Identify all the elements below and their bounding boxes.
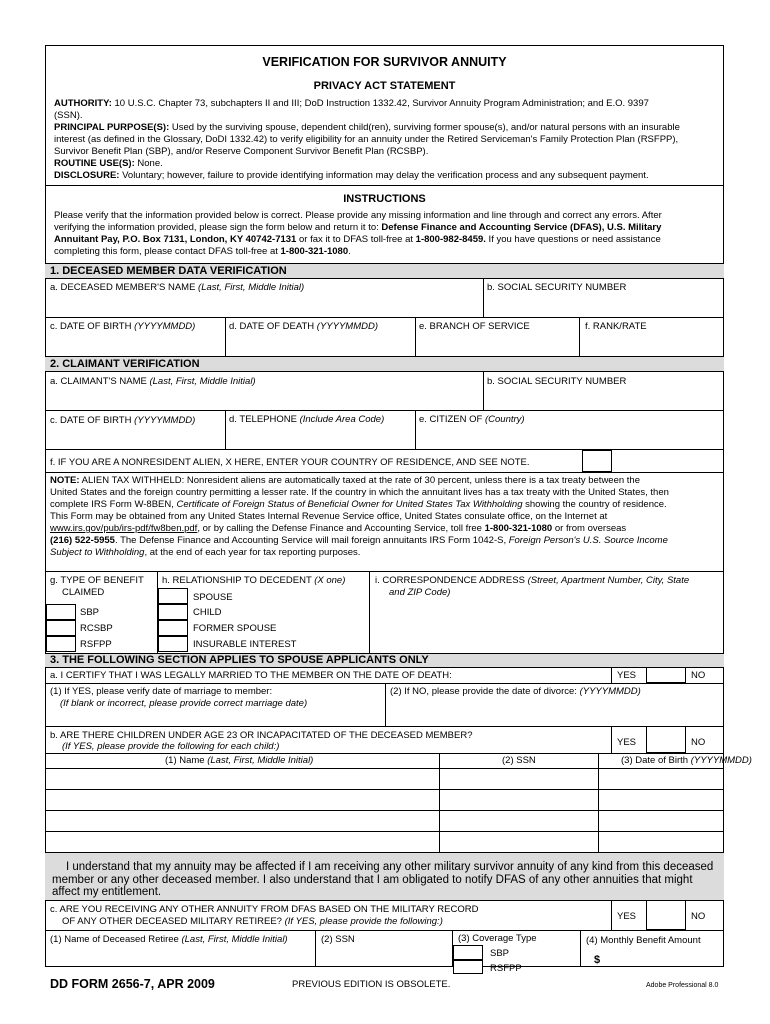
purpose-text: Used by the surviving spouse, dependent child(ren), surviving former spouse(s), and/or natural persons with an insurable [169, 122, 680, 133]
column-hint: (Last, First, Middle Initial) [207, 755, 314, 766]
claimant-dob-field[interactable] [46, 428, 225, 448]
note-line-3 [50, 499, 667, 511]
routine-text: None. [134, 158, 163, 169]
former-spouse-label: FORMER SPOUSE [193, 623, 277, 634]
column-hint: (Last, First, Middle Initial) [181, 934, 288, 945]
retiree-name-column [50, 934, 288, 946]
other-annuity-question: c. ARE YOU RECEIVING ANY OTHER ANNUITY FROM DFAS BASED ON THE MILITARY RECORD [50, 904, 479, 915]
authority-text-2: (SSN). [54, 110, 83, 121]
divider [45, 317, 724, 318]
child-row-1[interactable] [46, 769, 723, 788]
field-label: d. TELEPHONE [229, 414, 300, 425]
children-hint: (If YES, please provide the following for each child:) [62, 741, 280, 752]
spouse-label: SPOUSE [193, 592, 233, 603]
divider [45, 726, 724, 727]
claimant-name-field[interactable] [46, 389, 483, 409]
retiree-ssn-column: (2) SSN [321, 934, 355, 945]
rsfpp-checkbox[interactable] [46, 636, 76, 652]
rcsbp-checkbox[interactable] [46, 620, 76, 636]
overseas-phone: (216) 522-5955 [50, 535, 115, 546]
field-hint: (YYYYMMDD) [316, 321, 379, 332]
children-yes-label: YES [617, 737, 637, 748]
irs-form-link[interactable]: www.irs.gov/pub/irs-pdf/fw8ben.pdf [50, 523, 198, 534]
divider [45, 571, 724, 572]
coverage-rsfpp-checkbox[interactable] [453, 960, 483, 974]
w8ben-form-title: Certificate of Foreign Status of Beneficial Owner for United States Tax Withholding [176, 499, 523, 510]
divider [611, 900, 612, 930]
field-hint: (If YES, please provide the following:) [284, 916, 443, 927]
divider [45, 371, 724, 372]
field-hint: (Include Area Code) [299, 414, 385, 425]
benefit-type-label: g. TYPE OF BENEFIT [50, 575, 144, 586]
column-label: (1) Name of Deceased Retiree [50, 934, 182, 945]
former-spouse-checkbox[interactable] [158, 620, 188, 636]
column-hint: (YYYYMMDD) [690, 755, 752, 766]
correspondence-address-field[interactable] [371, 600, 721, 650]
disclosure-label: DISCLOSURE: [54, 170, 120, 181]
claimant-ssn-label: b. SOCIAL SECURITY NUMBER [487, 376, 627, 387]
deceased-dod-field[interactable] [226, 334, 415, 354]
retiree-name-field[interactable] [46, 947, 315, 965]
divorce-date-field[interactable] [386, 700, 723, 724]
coverage-sbp-label: SBP [490, 948, 510, 959]
column-label: (1) Name [165, 755, 208, 766]
divorce-date-label [390, 686, 641, 698]
divider [45, 753, 724, 754]
field-hint: (Last, First, Middle Initial) [149, 376, 256, 387]
form-1042s-title: Subject to Withholding [50, 547, 145, 558]
child-ssn-column: (2) SSN [502, 755, 536, 766]
note-line-6 [50, 535, 668, 547]
note-line-1 [50, 475, 640, 487]
disclosure-line [54, 170, 649, 182]
rank-field[interactable] [580, 334, 723, 354]
note-text: . The Defense Finance and Accounting Service will mail foreign annuitants IRS Form 1042-S, [114, 535, 509, 546]
instructions-heading: INSTRUCTIONS [343, 193, 426, 205]
instructions-text: verifying the information provided, please sign the form below and return it to: [54, 222, 382, 233]
deceased-dob-field[interactable] [46, 334, 225, 354]
divider [45, 449, 724, 450]
divider [45, 356, 724, 357]
child-row-3[interactable] [46, 811, 723, 830]
rank-label: f. RANK/RATE [585, 321, 647, 332]
field-label: a. DECEASED MEMBER'S NAME [50, 282, 199, 293]
divider [45, 185, 724, 186]
instructions-line-1: Please verify that the information provided below is correct. Please provide any missing information and line through and correct any errors. After [54, 210, 662, 221]
coverage-sbp-checkbox[interactable] [453, 945, 483, 960]
divider [45, 410, 724, 411]
instructions-text: or fax it to DFAS toll-free at [296, 234, 416, 245]
deceased-dod-label [229, 321, 378, 333]
divider [45, 278, 724, 279]
routine-line [54, 158, 163, 170]
nonresident-alien-checkbox[interactable] [582, 450, 612, 472]
note-label: NOTE: [50, 475, 80, 486]
dfas-name: Defense Finance and Accounting Service (DFAS), U.S. Military [381, 222, 662, 233]
privacy-heading: PRIVACY ACT STATEMENT [313, 80, 456, 92]
marriage-date-hint: (If blank or incorrect, please provide correct marriage date) [60, 698, 308, 709]
telephone-field[interactable] [226, 428, 415, 448]
purpose-text-3: Survivor Benefit Plan (SBP), and/or Reserve Component Survivor Benefit Plan (RCSBP). [54, 146, 429, 157]
field-label: c. DATE OF BIRTH [50, 415, 135, 426]
form-title: VERIFICATION FOR SURVIVOR ANNUITY [262, 55, 507, 69]
software-note: Adobe Professional 8.0 [646, 982, 719, 989]
coverage-rsfpp-label: RSFPP [490, 963, 522, 974]
benefit-amount-field[interactable] [604, 950, 722, 966]
field-label: d. DATE OF DEATH [229, 321, 317, 332]
divider [611, 726, 612, 753]
married-yes-checkbox[interactable] [646, 667, 686, 683]
instructions-text: . [348, 246, 351, 257]
instructions-line-4 [54, 246, 351, 258]
correspondence-label [375, 575, 689, 587]
deceased-ssn-label: b. SOCIAL SECURITY NUMBER [487, 282, 627, 293]
claimant-dob-label [50, 415, 195, 427]
section-2-title: 2. CLAIMANT VERIFICATION [50, 358, 200, 370]
field-hint: (Street, Apartment Number, City, State [527, 575, 690, 586]
phone-number: 1-800-321-1080 [484, 523, 553, 534]
child-row-2[interactable] [46, 790, 723, 809]
instructions-text: completing this form, please contact DFAS toll-free at [54, 246, 281, 257]
form-id: DD FORM 2656-7, APR 2009 [50, 977, 215, 991]
field-hint: (Last, First, Middle Initial) [198, 282, 305, 293]
marriage-date-label: (1) If YES, please verify date of marriage to member: [50, 686, 273, 697]
instructions-text: If you have questions or need assistance [485, 234, 661, 245]
authority-label: AUTHORITY: [54, 98, 112, 109]
annuity-statement: I understand that my annuity may be affected if I am receiving any other military survivor annuity of any kind from this deceased member or any other deceased member. I also understand that I am obligated to notify DFAS of any other annuities that might affect my entitlement. [52, 861, 714, 898]
instructions-line-2 [54, 222, 661, 234]
note-text: complete IRS Form W-8BEN, [50, 499, 177, 510]
field-label: a. CLAIMANT'S NAME [50, 376, 150, 387]
field-hint: (Country) [484, 414, 525, 425]
nonresident-alien-label: f. IF YOU ARE A NONRESIDENT ALIEN, X HERE, ENTER YOUR COUNTRY OF RESIDENCE, AND SEE NOTE. [50, 457, 530, 468]
section-3-title: 3. THE FOLLOWING SECTION APPLIES TO SPOUSE APPLICANTS ONLY [50, 654, 429, 666]
column-label: (3) Date of Birth [621, 755, 691, 766]
child-dob-column [621, 755, 752, 767]
insurable-interest-checkbox[interactable] [158, 636, 188, 652]
field-hint: (YYYYMMDD) [134, 321, 196, 332]
instructions-line-3 [54, 234, 661, 246]
field-label: (2) If NO, please provide the date of divorce: [390, 686, 580, 697]
sbp-checkbox[interactable] [46, 604, 76, 620]
branch-label: e. BRANCH OF SERVICE [419, 321, 530, 332]
coverage-type-column: (3) Coverage Type [458, 933, 537, 944]
sbp-label: SBP [80, 607, 100, 618]
note-text: showing the country of residence. [522, 499, 667, 510]
field-hint: (YYYYMMDD) [134, 415, 196, 426]
phone-number: 1-800-321-1080 [280, 246, 349, 257]
field-hint: (X one) [314, 575, 346, 586]
benefit-amount-column: (4) Monthly Benefit Amount [586, 935, 701, 946]
note-text: or from overseas [552, 523, 627, 534]
married-yes-label: YES [617, 670, 637, 681]
purpose-text-2: interest (as defined in the Glossary, DoDI 1332.42) to verify eligibility for an annuity under the Retired Serviceman's Family Protection Plan (RSFPP), [54, 134, 679, 145]
divider [45, 900, 724, 901]
note-line-2: United States and the foreign country permitting a lesser rate. If the country in which the annuitant lives has a tax treaty with the United States, then [50, 487, 669, 498]
authority-line [54, 98, 649, 110]
claimant-ssn-field[interactable] [484, 389, 723, 409]
benefit-type-label-2: CLAIMED [62, 587, 105, 598]
divider [580, 930, 581, 967]
retiree-ssn-field[interactable] [316, 947, 452, 965]
spouse-checkbox[interactable] [158, 588, 188, 604]
divider [45, 930, 724, 931]
purpose-label: PRINCIPAL PURPOSE(S): [54, 122, 170, 133]
note-text: , or by calling the Defense Finance and Accounting Service, toll free [197, 523, 485, 534]
correspondence-hint: and ZIP Code) [389, 587, 451, 598]
citizen-field[interactable] [416, 428, 723, 448]
fax-number: 1-800-982-8459. [415, 234, 486, 245]
section-1-title: 1. DECEASED MEMBER DATA VERIFICATION [50, 265, 287, 277]
field-label: OF ANY OTHER DECEASED MILITARY RETIREE? [62, 916, 285, 927]
field-label: h. RELATIONSHIP TO DECEDENT [162, 575, 315, 586]
obsolete-note: PREVIOUS EDITION IS OBSOLETE. [292, 979, 451, 990]
deceased-dob-label [50, 321, 195, 333]
child-checkbox[interactable] [158, 604, 188, 620]
dollar-sign: $ [594, 954, 601, 966]
deceased-name-field[interactable] [46, 295, 483, 315]
note-text: , at the end of each year for tax reporting purposes. [144, 547, 361, 558]
marriage-date-field[interactable] [46, 710, 385, 724]
child-name-column [165, 755, 313, 767]
rsfpp-label: RSFPP [80, 639, 112, 650]
field-label: c. DATE OF BIRTH [50, 321, 135, 332]
married-question: a. I CERTIFY THAT I WAS LEGALLY MARRIED TO THE MEMBER ON THE DATE OF DEATH: [50, 670, 452, 681]
telephone-label [229, 414, 384, 426]
field-label: i. CORRESPONDENCE ADDRESS [375, 575, 528, 586]
children-no-label: NO [691, 737, 706, 748]
dfas-address: Annuitant Pay, P.O. Box 7131, London, KY 40742-7131 [54, 234, 297, 245]
other-annuity-no-label: NO [691, 911, 706, 922]
divider [45, 472, 724, 473]
child-row-4[interactable] [46, 832, 723, 851]
other-annuity-yes-label: YES [617, 911, 637, 922]
branch-field[interactable] [416, 334, 579, 354]
insurable-interest-label: INSURABLE INTEREST [193, 639, 297, 650]
deceased-name-label [50, 282, 304, 294]
married-no-label: NO [691, 670, 706, 681]
children-question: b. ARE THERE CHILDREN UNDER AGE 23 OR INCAPACITATED OF THE DECEASED MEMBER? [50, 730, 473, 741]
field-hint: (YYYYMMDD) [579, 686, 641, 697]
routine-label: ROUTINE USE(S): [54, 158, 135, 169]
form-1042s-title: Foreign Person's U.S. Source Income [508, 535, 668, 546]
divider [369, 571, 370, 653]
relationship-label [162, 575, 345, 587]
child-label: CHILD [193, 607, 222, 618]
note-line-7 [50, 547, 360, 559]
other-annuity-yes-checkbox[interactable] [646, 900, 686, 930]
purpose-line [54, 122, 680, 134]
other-annuity-question-2 [62, 916, 443, 928]
note-text: ALIEN TAX WITHHELD: Nonresident aliens are automatically taxed at the rate of 30 percent, unless there is a tax treaty between the [79, 475, 640, 486]
divider [45, 667, 724, 668]
note-line-4: This Form may be obtained from any United States Internal Revenue Service office, United States consulate office, on the Internet at [50, 511, 608, 522]
rcsbp-label: RCSBP [80, 623, 113, 634]
note-line-5 [50, 523, 626, 535]
children-yes-checkbox[interactable] [646, 726, 686, 753]
deceased-ssn-field[interactable] [484, 295, 723, 315]
authority-text: 10 U.S.C. Chapter 73, subchapters II and III; DoD Instruction 1332.42, Survivor Annuity Program Administration; and E.O. 9397 [111, 98, 649, 109]
divider [45, 263, 724, 264]
field-label: e. CITIZEN OF [419, 414, 485, 425]
claimant-name-label [50, 376, 256, 388]
divider [611, 667, 612, 683]
citizen-label [419, 414, 525, 426]
disclosure-text: Voluntary; however, failure to provide identifying information may delay the verification process and any subsequent payment. [119, 170, 649, 181]
